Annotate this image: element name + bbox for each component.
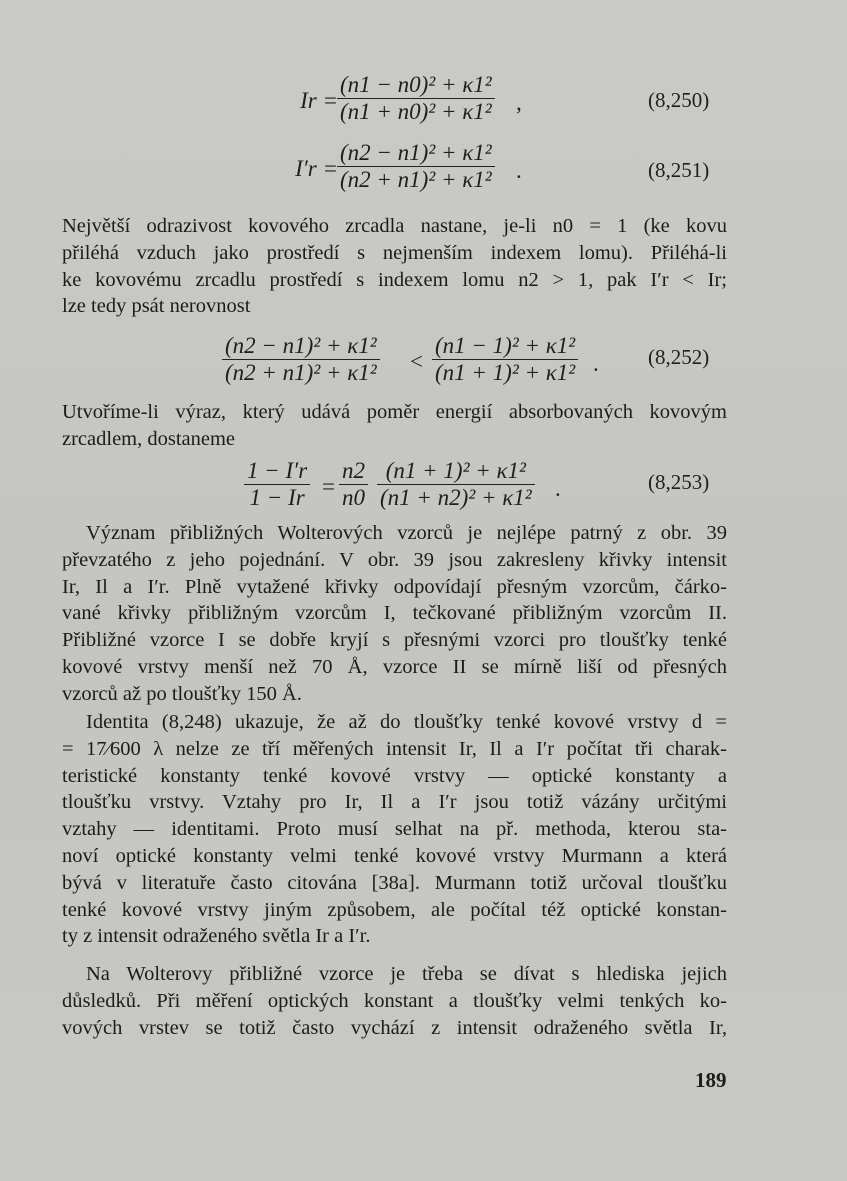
equation-number: (8,251) [648,158,710,182]
text-line: = 17⁄600 λ nelze ze tří měřených intensit Ir, Il a I′r počítat tři charak- [62,737,727,760]
equation-number: (8,253) [648,470,710,494]
equation-8-251 [0,140,847,210]
fraction-numerator: n2 [342,458,365,483]
equation-lhs: I′r = [295,156,338,181]
equation-fraction-index [339,458,368,511]
equation-number: (8,250) [648,88,710,112]
paragraph [62,213,727,320]
relation-equals: = [322,474,335,499]
fraction-numerator: (n2 − n1)² + κ1² [340,140,492,165]
equation-8-250 [0,72,847,142]
equation-lhs: Ir = [300,88,338,113]
relation-less-than: < [410,349,423,374]
equation-punctuation: . [593,351,599,376]
text-line: teristické konstanty tenké kovové vrstvy — optické konstanty a [62,764,727,787]
text-line: Na Wolterovy přibližné vzorce je třeba se dívat s hlediska jejich [86,963,727,985]
fraction-numerator: 1 − I′r [247,458,308,483]
text-line: vané křivky přibližným vzorcům I, tečkované přibližným vzorcům II. [62,602,727,625]
text-line: vzorců až po tloušťky 150 Å. [62,682,302,705]
fraction-numerator: (n1 − n0)² + κ1² [340,72,492,97]
fraction-numerator: (n1 − 1)² + κ1² [435,333,576,358]
text-line: Utvoříme-li výraz, který udává poměr energií absorbovaných kovovým [62,401,727,423]
fraction-denominator: (n1 + 1)² + κ1² [432,359,578,386]
text-line: vových vrstev se totiž často vychází z intensit odraženého světla Ir, [62,1016,727,1039]
text-line: ty z intensit odraženého světla Ir a I′r. [62,925,371,948]
fraction-denominator: (n2 + n1)² + κ1² [337,166,495,193]
fraction-denominator: (n1 + n2)² + κ1² [377,484,535,511]
text-line: ke kovovému zrcadlu prostředí s indexem lomu n2 > 1, pak I′r < Ir; [62,268,727,291]
text-line: kovové vrstvy menší než 70 Å, vzorce II se mírně liší od přesných [62,655,727,678]
text-line: bývá v literatuře často citována [38a]. Murmann totiž určoval tloušťku [62,871,727,894]
fraction-denominator: (n1 + n0)² + κ1² [337,98,495,125]
text-line: zrcadlem, dostaneme [62,427,236,450]
text-line: přiléhá vzduch jako prostředí s nejmenším indexem lomu). Přiléhá-li [62,241,727,264]
paragraph [62,520,727,708]
fraction-numerator: (n1 + 1)² + κ1² [385,458,526,483]
equation-punctuation: . [516,158,522,183]
fraction-denominator: 1 − Ir [244,484,310,511]
paragraph [62,399,727,453]
page-number: 189 [695,1068,727,1092]
text-line: Největší odrazivost kovového zrcadla nastane, je-li n0 = 1 (ke kovu [62,215,727,237]
equation-8-253 [0,458,847,522]
text-line: vztahy — identitami. Proto musí selhat na př. methoda, kterou sta- [62,818,727,841]
text-line: tenké kovové vrstvy jiným způsobem, ale počítal též optické konstan- [62,898,727,921]
fraction-denominator: (n2 + n1)² + κ1² [222,359,380,386]
equation-punctuation: . [555,476,561,501]
text-line: lze tedy psát nerovnost [62,295,251,318]
equation-fraction [337,140,495,193]
text-line: tloušťku vrstvy. Vztahy pro Ir, Il a I′r jsou totiž vázány určitými [62,791,727,814]
equation-8-252 [0,333,847,399]
text-line: Identita (8,248) ukazuje, že až do tloušťky tenké kovové vrstvy d = [86,711,727,733]
text-line: převzatého z jeho pojednání. V obr. 39 jsou zakresleny křivky intensit [62,548,727,571]
equation-fraction-left [222,333,380,386]
paragraph [62,709,727,950]
text-line: Přibližné vzorce I se dobře kryjí s přesnými vzorci pro tloušťky tenké [62,629,727,652]
equation-punctuation: , [516,90,522,115]
equation-fraction-ratio [244,458,310,511]
text-line: Ir, Il a I′r. Plně vytažené křivky odpovídají přesným vzorcům, čárko- [62,575,727,598]
text-line: Význam přibližných Wolterových vzorců je nejlépe patrný z obr. 39 [86,522,727,544]
fraction-numerator: (n2 − n1)² + κ1² [225,333,377,358]
paragraph [62,961,727,1041]
equation-fraction-main [377,458,535,511]
text-line: noví optické konstanty velmi tenké kovové vrstvy Murmann a která [62,844,727,867]
equation-fraction [337,72,495,125]
fraction-denominator: n0 [339,484,368,511]
text-line: důsledků. Při měření optických konstant a tloušťky velmi tenkých ko- [62,989,727,1012]
equation-fraction-right [432,333,578,386]
equation-number: (8,252) [648,345,710,369]
